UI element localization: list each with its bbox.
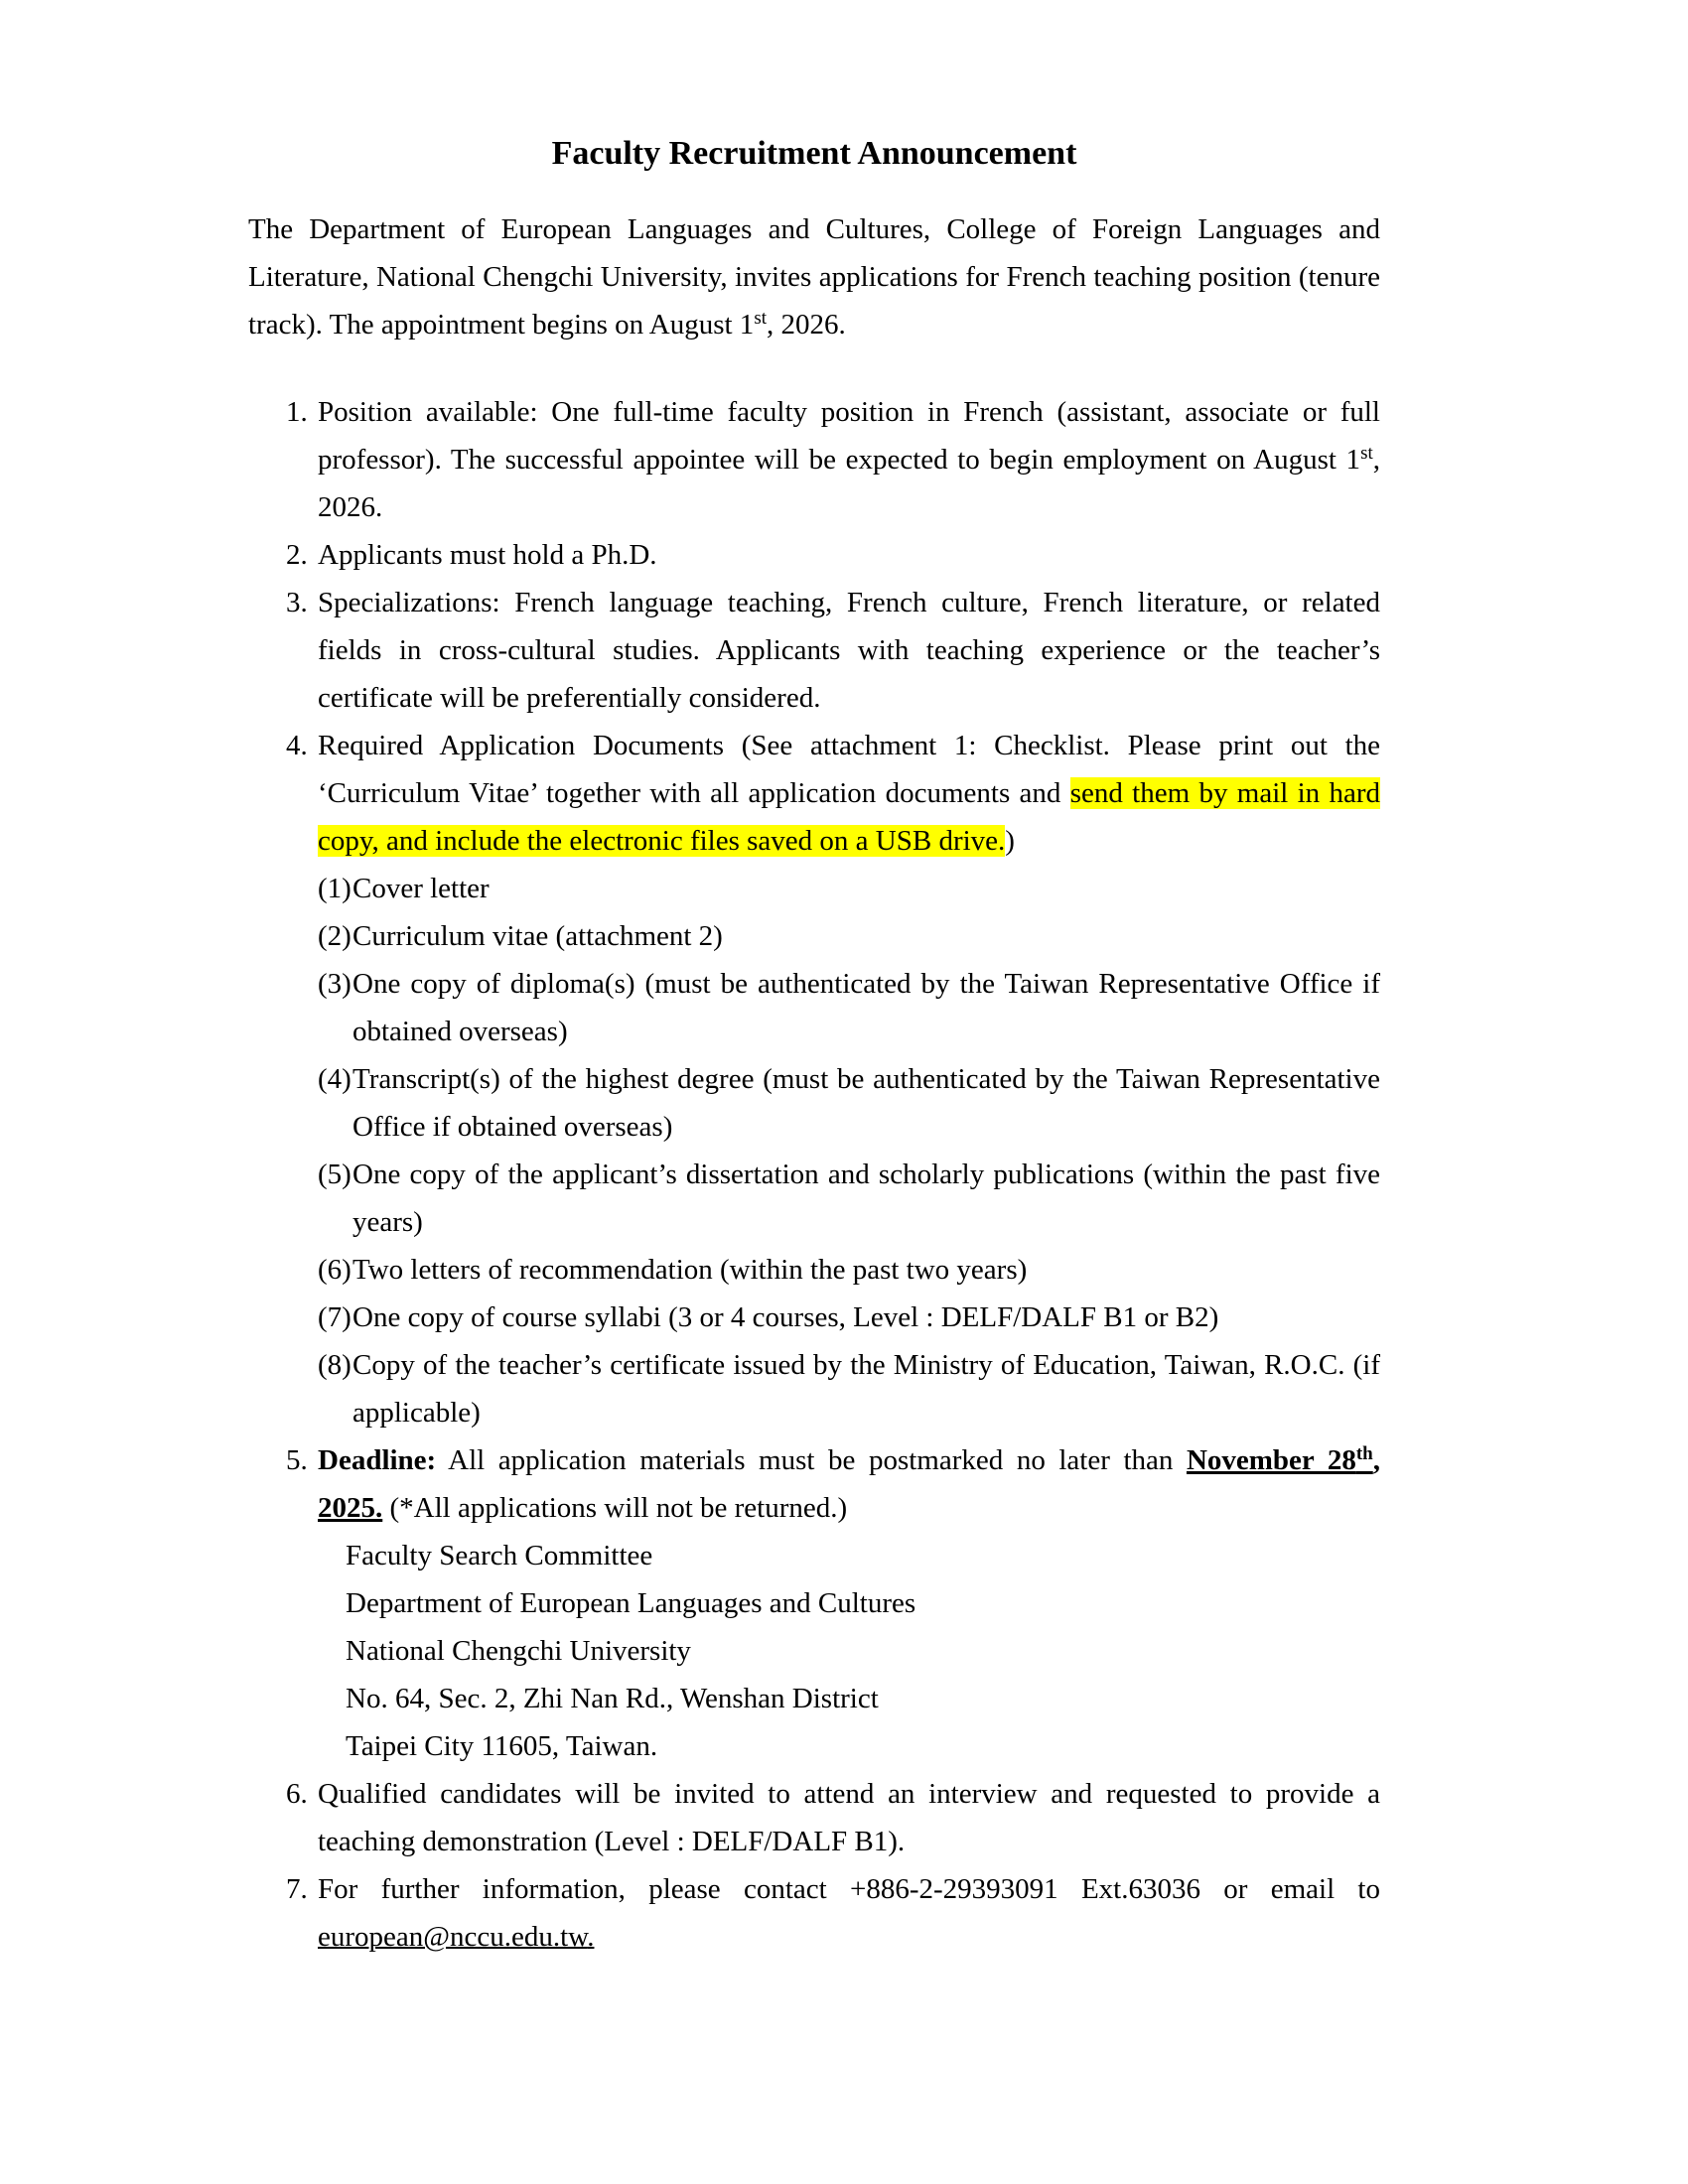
sub-item-text: One copy of course syllabi (3 or 4 courses, Level : DELF/DALF B1 or B2) <box>352 1301 1219 1333</box>
sub-item-course-syllabi <box>318 1294 1380 1341</box>
sub-item-marker: (2) <box>318 920 352 952</box>
sub-item-text: Cover letter <box>352 873 490 904</box>
sub-item-text: Curriculum vitae (attachment 2) <box>352 920 723 952</box>
item-text: Applicants must hold a Ph.D. <box>318 539 657 571</box>
sub-item-recommendation-letters <box>318 1246 1380 1294</box>
item-text: Specializations: French language teaching, French culture, French literature, or related fields in cross-cultural studies. Applicants with teaching experience or the teacher’s certificate will be preferentially considered. <box>318 587 1380 714</box>
deadline-date-end: , 2025. <box>318 1444 1380 1524</box>
item-number: 3. <box>286 587 308 618</box>
sub-item-marker: (8) <box>318 1349 352 1381</box>
list-item-phd-requirement <box>286 531 1380 579</box>
sub-item-text: Copy of the teacher’s certificate issued by the Ministry of Education, Taiwan, R.O.C. (if applicable) <box>352 1349 1380 1429</box>
deadline-label: Deadline: <box>318 1444 437 1476</box>
item-number: 5. <box>286 1444 308 1476</box>
item-text: For further information, please contact <box>318 1873 850 1905</box>
phone-number: +886-2-29393091 Ext.63036 <box>850 1873 1200 1905</box>
email-tail: . <box>587 1921 595 1953</box>
list-item-contact <box>286 1865 1380 1961</box>
sub-item-curriculum-vitae <box>318 912 1380 960</box>
address-line: No. 64, Sec. 2, Zhi Nan Rd., Wenshan District <box>346 1683 879 1714</box>
item-text: Required Application Documents (See attachment 1: Checklist. Please print out the ‘Curriculum Vitae’ together with all application documents and <box>318 730 1380 809</box>
address-line: Department of European Languages and Cultures <box>346 1587 916 1619</box>
sub-item-text: Transcript(s) of the highest degree (must be authenticated by the Taiwan Representative Office if obtained overseas) <box>352 1063 1380 1143</box>
mailing-address <box>346 1532 1380 1770</box>
sub-item-text: One copy of the applicant’s dissertation and scholarly publications (within the past five years) <box>352 1159 1380 1238</box>
sub-item-text: One copy of diploma(s) (must be authenticated by the Taiwan Representative Office if obtained overseas) <box>352 968 1380 1047</box>
item-number: 2. <box>286 539 308 571</box>
item-text: All application materials must be postmarked no later than <box>436 1444 1187 1476</box>
item-number: 4. <box>286 730 308 761</box>
intro-paragraph <box>248 205 1380 348</box>
intro-tail: , 2026. <box>767 309 846 341</box>
deadline-date-start: November 28 <box>1186 1444 1356 1476</box>
item-number: 1. <box>286 396 308 428</box>
document-sub-list <box>318 865 1380 1436</box>
sub-item-teacher-certificate <box>318 1341 1380 1436</box>
sub-item-marker: (1) <box>318 873 352 904</box>
sub-item-marker: (5) <box>318 1159 352 1190</box>
ordinal-superscript: th <box>1355 1442 1373 1464</box>
highlighted-text: send them by mail in hard copy, and include the electronic files saved on a USB drive. <box>318 777 1380 857</box>
address-line: National Chengchi University <box>346 1635 691 1667</box>
ordinal-superscript: st <box>754 307 767 329</box>
item-tail: ) <box>1005 825 1015 857</box>
item-text: Qualified candidates will be invited to attend an interview and requested to provide a teaching demonstration (Level : DELF/DALF B1). <box>318 1778 1380 1857</box>
numbered-list <box>286 388 1380 1961</box>
address-line: Taipei City 11605, Taiwan. <box>346 1730 658 1762</box>
sub-item-marker: (4) <box>318 1063 352 1095</box>
sub-item-dissertation <box>318 1151 1380 1246</box>
sub-item-marker: (7) <box>318 1301 352 1333</box>
sub-item-marker: (6) <box>318 1254 352 1286</box>
item-text: Position available: One full-time faculty position in French (assistant, associate or full professor). The successful appointee will be expected to begin employment on August 1 <box>318 396 1380 476</box>
sub-item-text: Two letters of recommendation (within the past two years) <box>352 1254 1028 1286</box>
item-number: 6. <box>286 1778 308 1810</box>
item-tail: , 2026. <box>318 444 1380 523</box>
sub-item-transcripts <box>318 1055 1380 1151</box>
list-item-specializations <box>286 579 1380 722</box>
item-number: 7. <box>286 1873 308 1905</box>
sub-item-marker: (3) <box>318 968 352 1000</box>
page-title: Faculty Recruitment Announcement <box>551 135 1077 172</box>
email-link[interactable] <box>318 1921 594 1953</box>
sub-item-diploma-copy <box>318 960 1380 1055</box>
address-line: Faculty Search Committee <box>346 1540 653 1571</box>
email-address: european@nccu.edu.tw <box>318 1921 588 1953</box>
list-item-position-available <box>286 388 1380 531</box>
intro-text: The Department of European Languages and Cultures, College of Foreign Languages and Literature, National Chengchi University, invites applications for French teaching position (tenure track). The appointment begins on August 1 <box>248 213 1380 341</box>
item-text-2: or email to <box>1199 1873 1380 1905</box>
list-item-deadline <box>286 1436 1380 1770</box>
list-item-interview <box>286 1770 1380 1865</box>
item-tail: (*All applications will not be returned.) <box>382 1492 848 1524</box>
list-item-required-documents <box>286 722 1380 1436</box>
ordinal-superscript: st <box>1360 442 1373 464</box>
sub-item-cover-letter <box>318 865 1380 912</box>
